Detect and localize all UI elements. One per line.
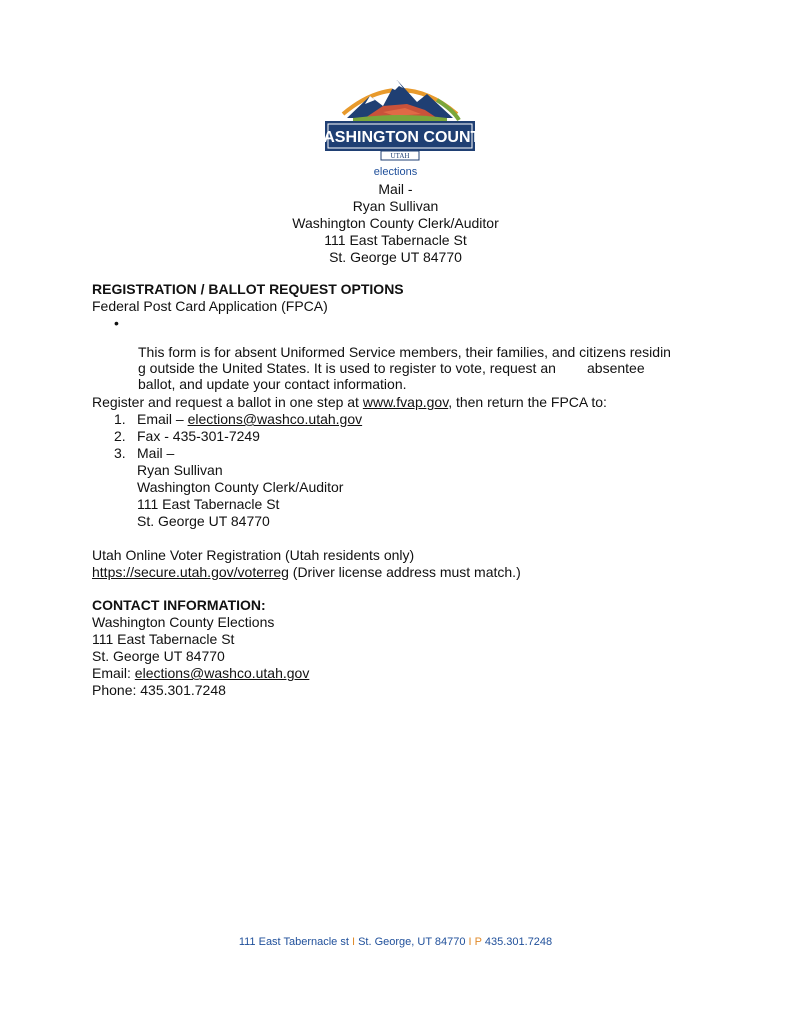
register-instruction [92, 394, 607, 411]
footer-separator: I [348, 936, 359, 948]
page-footer [0, 936, 791, 948]
list-item [114, 428, 362, 445]
contact-email-label: Email: [92, 665, 135, 681]
contact-email-link[interactable]: elections@washco.utah.gov [134, 665, 310, 681]
email-option-prefix: Email – [137, 411, 188, 427]
contact-line: Washington County Elections [92, 614, 275, 630]
contact-line: St. George UT 84770 [92, 648, 225, 664]
email-link[interactable]: elections@washco.utah.gov [187, 411, 363, 427]
utah-online-note: (Driver license address must match.) [288, 564, 521, 580]
list-number: 1. [114, 411, 126, 427]
footer-phone: 435.301.7248 [484, 936, 553, 948]
header-mail-line: 111 East Tabernacle St [324, 232, 467, 248]
fax-option: Fax - 435-301-7249 [137, 428, 260, 444]
fpca-description [138, 344, 698, 392]
utah-online-line [92, 564, 521, 581]
footer-separator: I P [465, 936, 485, 948]
header-mail-address [0, 181, 791, 266]
mail-option: Mail – [137, 445, 175, 461]
list-number: 2. [114, 428, 126, 444]
list-number: 3. [114, 445, 126, 461]
return-options-list [114, 411, 362, 530]
register-prefix: Register and request a ballot in one step at [92, 394, 363, 410]
bullet: • [114, 315, 119, 331]
elections-label: elections [373, 166, 418, 178]
footer-address: 111 East Tabernacle st [238, 936, 349, 948]
mail-address-line: Ryan Sullivan [137, 462, 223, 478]
header-mail-line: Ryan Sullivan [352, 198, 439, 214]
header-mail-line: St. George UT 84770 [329, 249, 462, 265]
registration-heading: REGISTRATION / BALLOT REQUEST OPTIONS [92, 281, 404, 297]
contact-email-line [92, 665, 309, 682]
list-item [114, 411, 362, 428]
mail-address-line: St. George UT 84770 [137, 513, 270, 529]
contact-phone: Phone: 435.301.7248 [92, 682, 226, 698]
header-mail-line: Mail - [378, 181, 413, 197]
logo-subtext: UTAH [390, 152, 410, 160]
footer-city: St. George, UT 84770 [358, 936, 466, 948]
fpca-description-line: g outside the United States. It is used to register to vote, request an absentee [138, 360, 645, 376]
utah-online-label: Utah Online Voter Registration (Utah residents only) [92, 547, 415, 563]
washington-county-logo [309, 74, 491, 160]
mail-address-line: 111 East Tabernacle St [137, 496, 280, 512]
fpca-description-line: ballot, and update your contact information. [138, 376, 407, 392]
contact-line: 111 East Tabernacle St [92, 631, 235, 647]
fvap-link[interactable]: www.fvap.gov [362, 394, 449, 410]
list-item [114, 445, 362, 462]
fpca-description-line: This form is for absent Uniformed Service members, their families, and citizens residin [138, 344, 671, 360]
contact-heading: CONTACT INFORMATION: [92, 597, 266, 613]
mail-address-line: Washington County Clerk/Auditor [137, 479, 344, 495]
register-suffix: , then return the FPCA to: [448, 394, 607, 410]
utah-voterreg-link[interactable]: https://secure.utah.gov/voterreg [92, 564, 289, 580]
header-mail-line: Washington County Clerk/Auditor [292, 215, 499, 231]
fpca-title: Federal Post Card Application (FPCA) [92, 298, 328, 314]
logo-text: WASHINGTON COUNTY [309, 129, 491, 146]
